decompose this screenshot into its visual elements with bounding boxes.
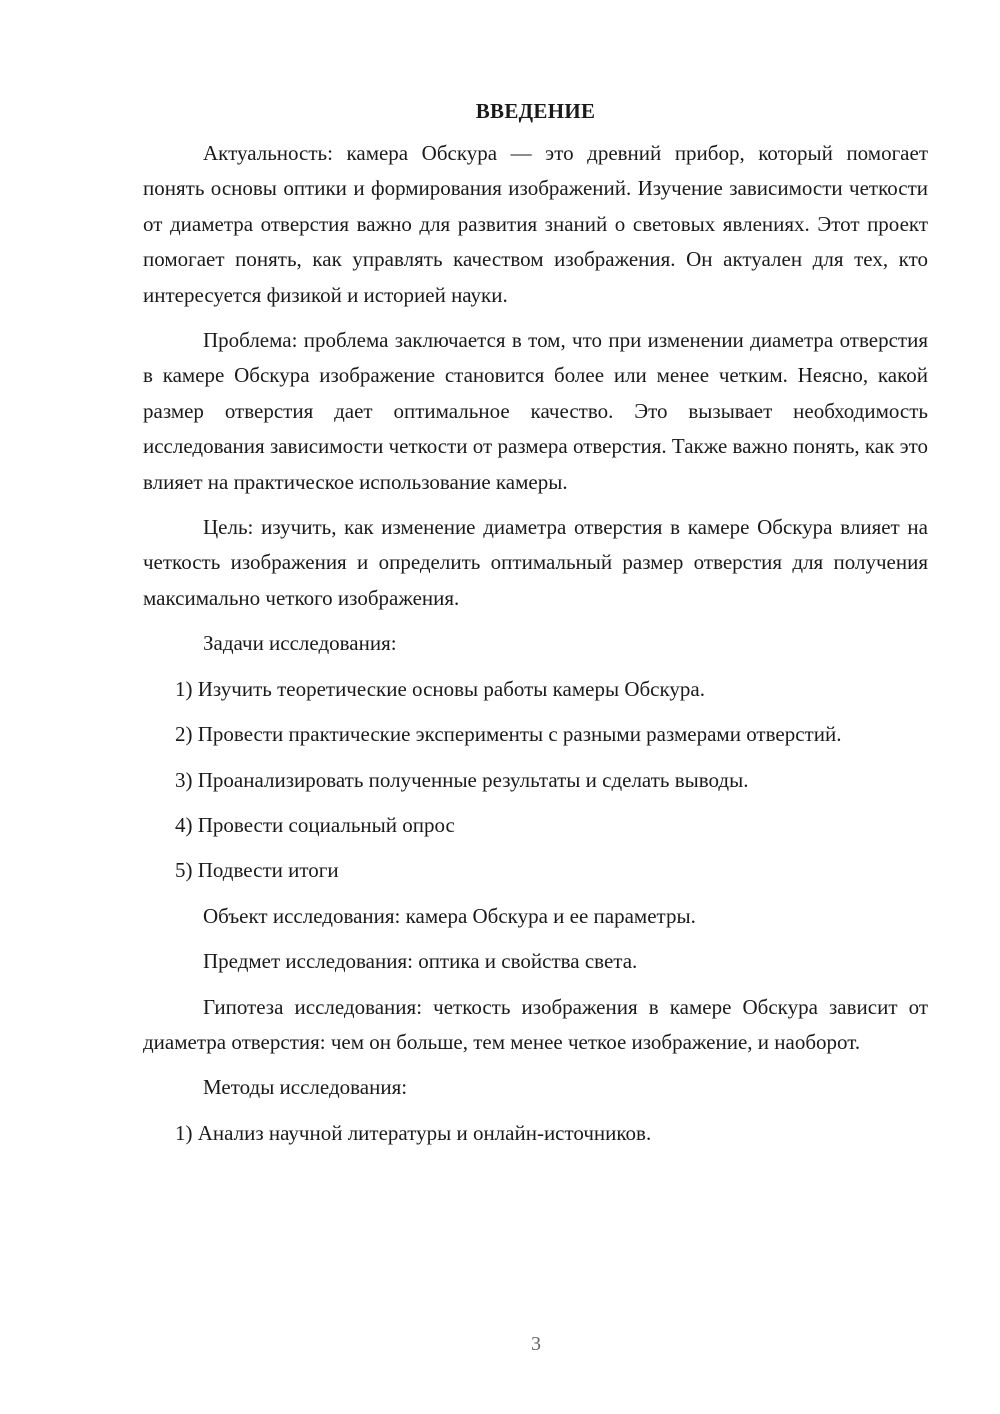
methods-heading: Методы исследования: xyxy=(203,1075,408,1100)
task-item-1: 1) Изучить теоретические основы работы камеры Обскура. xyxy=(175,676,705,701)
task-item-4: 4) Провести социальный опрос xyxy=(175,812,455,837)
page-body xyxy=(143,96,928,1161)
page-title: ВВЕДЕНИЕ xyxy=(475,99,596,123)
object-paragraph: Объект исследования: камера Обскура и ее параметры. xyxy=(203,903,696,928)
tasks-heading: Задачи исследования: xyxy=(203,631,397,656)
task-item-5: 5) Подвести итоги xyxy=(175,858,339,883)
problem-paragraph: Проблема: проблема заключается в том, что при изменении диаметра отверстия в камере Обскура изображение становится более или менее четким. Неясно, какой размер отверстия дает оптимальное качество. Это вызывает необходимость исследования зависимости четкости от размера отверстия. Также важно понять, как это влияет на практическое использование камеры. xyxy=(143,328,928,494)
task-item-2: 2) Провести практические эксперименты с разными размерами отверстий. xyxy=(175,722,842,747)
page-number: 3 xyxy=(531,1333,541,1355)
relevance-paragraph: Актуальность: камера Обскура — это древний прибор, который помогает понять основы оптики и формирования изображений. Изучение зависимости четкости от диаметра отверстия важно для развития знаний о световых явлениях. Этот проект помогает понять, как управлять качеством изображения. Он актуален для тех, кто интересуется физикой и историей науки. xyxy=(143,141,928,307)
goal-paragraph: Цель: изучить, как изменение диаметра отверстия в камере Обскура влияет на четкость изображения и определить оптимальный размер отверстия для получения максимально четкого изображения. xyxy=(143,515,928,610)
task-item-3: 3) Проанализировать полученные результаты и сделать выводы. xyxy=(175,767,749,792)
hypothesis-paragraph: Гипотеза исследования: четкость изображения в камере Обскура зависит от диаметра отверстия: чем он больше, тем менее четкое изображение, и наоборот. xyxy=(143,994,928,1054)
subject-paragraph: Предмет исследования: оптика и свойства света. xyxy=(203,949,638,974)
method-item-1: 1) Анализ научной литературы и онлайн-источников. xyxy=(175,1120,652,1145)
